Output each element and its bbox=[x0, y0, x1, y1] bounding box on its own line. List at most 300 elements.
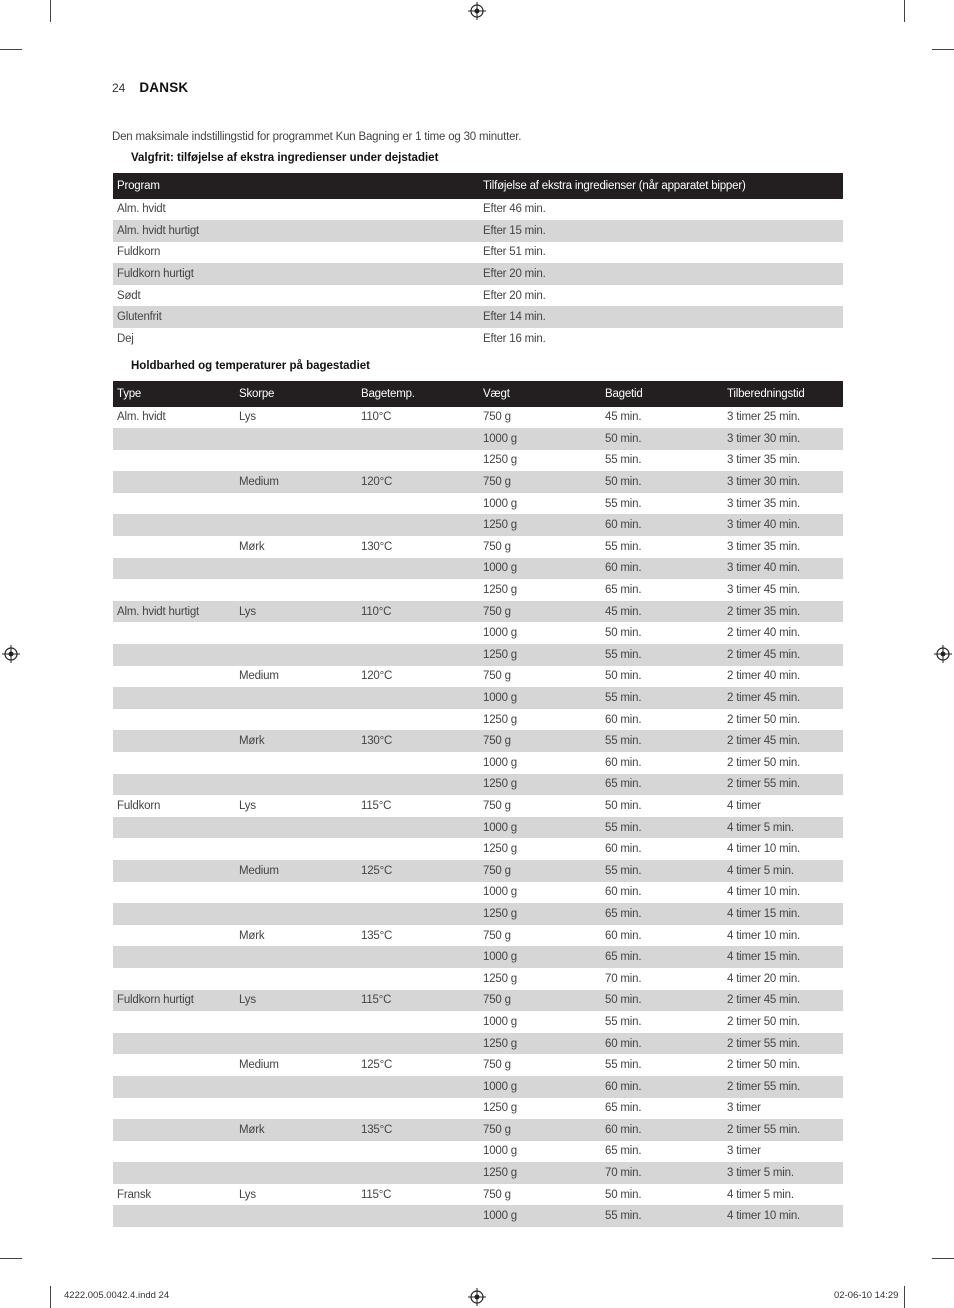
table-cell: 70 min. bbox=[601, 1162, 723, 1184]
table-cell: 1000 g bbox=[479, 428, 601, 450]
table-row bbox=[113, 946, 843, 968]
table-cell bbox=[113, 925, 235, 947]
table-cell: 55 min. bbox=[601, 817, 723, 839]
column-header: Tilberedningstid bbox=[723, 381, 843, 407]
table-cell: 4 timer 10 min. bbox=[727, 886, 801, 899]
table-cell: 4 timer 20 min. bbox=[727, 972, 801, 985]
table-cell bbox=[113, 817, 235, 839]
table-cell bbox=[235, 774, 357, 796]
table-cell: 65 min. bbox=[605, 584, 642, 597]
table-cell bbox=[235, 752, 357, 774]
table-row bbox=[113, 687, 843, 709]
table-cell bbox=[113, 838, 235, 860]
table-row bbox=[113, 968, 843, 990]
table-cell: 2 timer 45 min. bbox=[723, 990, 843, 1012]
table-cell: 4 timer 5 min. bbox=[723, 817, 843, 839]
table-cell: Fuldkorn hurtigt bbox=[113, 263, 479, 285]
table-cell: 60 min. bbox=[601, 1076, 723, 1098]
table-row bbox=[113, 752, 843, 774]
table-row bbox=[113, 1098, 843, 1120]
crop-mark bbox=[932, 1258, 954, 1259]
table-cell: 55 min. bbox=[605, 454, 642, 467]
table-row bbox=[113, 1033, 843, 1055]
table-cell: 125°C bbox=[357, 860, 479, 882]
crosshair-registration-icon bbox=[468, 1288, 486, 1306]
table-cell bbox=[357, 1162, 479, 1184]
table-cell bbox=[113, 752, 235, 774]
column-header: Tilføjelse af ekstra ingredienser (når apparatet bipper) bbox=[479, 173, 843, 199]
table-cell: 2 timer 40 min. bbox=[727, 627, 801, 640]
table-cell bbox=[357, 838, 479, 860]
crop-mark bbox=[904, 1286, 905, 1308]
table-cell bbox=[357, 1141, 479, 1163]
table-cell bbox=[357, 882, 479, 904]
table-cell: 1000 g bbox=[483, 1015, 517, 1028]
table-cell bbox=[113, 622, 235, 644]
table-cell: 1000 g bbox=[483, 756, 517, 769]
crop-mark bbox=[932, 49, 954, 50]
table-cell: 4 timer 5 min. bbox=[727, 1188, 794, 1201]
table-cell: 1250 g bbox=[479, 1162, 601, 1184]
table-cell: 50 min. bbox=[605, 670, 642, 683]
table-cell: 3 timer 25 min. bbox=[727, 411, 801, 424]
table-cell bbox=[357, 514, 479, 536]
table-cell: 70 min. bbox=[605, 972, 642, 985]
table-cell: Efter 15 min. bbox=[479, 220, 843, 242]
section-language: DANSK bbox=[139, 80, 189, 95]
table-cell bbox=[235, 558, 357, 580]
table-cell: 2 timer 55 min. bbox=[723, 774, 843, 796]
table-row bbox=[113, 838, 843, 860]
table-row bbox=[113, 407, 843, 429]
table-cell: 55 min. bbox=[605, 497, 642, 510]
table-cell: 55 min. bbox=[605, 1059, 642, 1072]
table-row bbox=[113, 1184, 843, 1206]
table-cell: 750 g bbox=[479, 990, 601, 1012]
table-cell: 3 timer 35 min. bbox=[727, 497, 801, 510]
table-row bbox=[113, 666, 843, 688]
table-row bbox=[113, 774, 843, 796]
crop-mark bbox=[0, 49, 22, 50]
table-cell bbox=[113, 1011, 235, 1033]
table-cell: 2 timer 40 min. bbox=[727, 670, 801, 683]
table-cell: 750 g bbox=[483, 540, 511, 553]
table-cell: 130°C bbox=[361, 540, 393, 553]
table-cell: Glutenfrit bbox=[113, 306, 479, 328]
table-row bbox=[113, 990, 843, 1012]
table-cell: 65 min. bbox=[601, 903, 723, 925]
table-cell: 55 min. bbox=[605, 1015, 642, 1028]
table-cell: Mørk bbox=[239, 540, 265, 553]
table-row bbox=[113, 1054, 843, 1076]
table-cell: 55 min. bbox=[601, 687, 723, 709]
table-cell: 55 min. bbox=[605, 540, 642, 553]
table-cell: 1250 g bbox=[479, 774, 601, 796]
table-cell: 1250 g bbox=[483, 454, 517, 467]
table-cell bbox=[113, 644, 235, 666]
table-cell: Fuldkorn bbox=[117, 246, 161, 259]
table-cell: Mørk bbox=[239, 929, 265, 942]
table-cell: 1000 g bbox=[479, 1076, 601, 1098]
table-row bbox=[113, 242, 843, 264]
table-cell: 50 min. bbox=[601, 990, 723, 1012]
table-cell: Alm. hvidt bbox=[117, 203, 166, 216]
table-cell: 60 min. bbox=[605, 713, 642, 726]
table-cell bbox=[113, 774, 235, 796]
table-cell bbox=[357, 903, 479, 925]
table-cell: 2 timer 50 min. bbox=[727, 1059, 801, 1072]
table-cell: 120°C bbox=[357, 471, 479, 493]
table-row bbox=[113, 1119, 843, 1141]
table-cell bbox=[113, 450, 235, 472]
table-cell: Efter 51 min. bbox=[483, 246, 546, 259]
table-cell: Lys bbox=[239, 799, 256, 812]
table-cell bbox=[113, 709, 235, 731]
table-cell: 1000 g bbox=[479, 1205, 601, 1227]
table-cell bbox=[357, 752, 479, 774]
baking-table bbox=[113, 381, 843, 1227]
table-cell: 750 g bbox=[479, 1119, 601, 1141]
table-row bbox=[113, 428, 843, 450]
table-cell bbox=[357, 1033, 479, 1055]
table-cell: 2 timer 45 min. bbox=[723, 644, 843, 666]
table-cell bbox=[113, 1076, 235, 1098]
table-cell: 4 timer 5 min. bbox=[723, 860, 843, 882]
table-cell bbox=[357, 428, 479, 450]
table-cell: 125°C bbox=[361, 1059, 393, 1072]
table-cell: 4 timer 15 min. bbox=[723, 946, 843, 968]
table-cell: 3 timer 5 min. bbox=[723, 1162, 843, 1184]
table-row bbox=[113, 882, 843, 904]
table-cell: 750 g bbox=[483, 799, 511, 812]
table-cell: 4 timer 15 min. bbox=[723, 903, 843, 925]
table-cell bbox=[235, 968, 357, 990]
table-cell: 1250 g bbox=[479, 1033, 601, 1055]
table-cell bbox=[113, 1054, 235, 1076]
ingredients-table bbox=[113, 173, 843, 350]
table-row bbox=[113, 860, 843, 882]
table-row bbox=[113, 285, 843, 307]
table-row bbox=[113, 471, 843, 493]
table-cell bbox=[113, 493, 235, 515]
table-cell bbox=[357, 1205, 479, 1227]
column-header: Skorpe bbox=[235, 381, 357, 407]
table-cell: 50 min. bbox=[601, 471, 723, 493]
table-cell bbox=[235, 1162, 357, 1184]
table-cell: 1250 g bbox=[483, 1102, 517, 1115]
table-cell: 1000 g bbox=[483, 1145, 517, 1158]
table-cell bbox=[357, 817, 479, 839]
table-cell: 750 g bbox=[479, 471, 601, 493]
table-cell bbox=[235, 903, 357, 925]
crosshair-registration-icon bbox=[468, 2, 486, 20]
table-cell bbox=[235, 1141, 357, 1163]
table-cell: Alm. hvidt hurtigt bbox=[113, 601, 235, 623]
table-cell: Alm. hvidt hurtigt bbox=[113, 220, 479, 242]
page-number: 24 bbox=[112, 81, 126, 95]
table-cell bbox=[113, 579, 235, 601]
table-cell: 750 g bbox=[483, 670, 511, 683]
table-cell: 3 timer 40 min. bbox=[723, 558, 843, 580]
table-row bbox=[113, 817, 843, 839]
table-cell bbox=[235, 946, 357, 968]
table-cell: 60 min. bbox=[605, 886, 642, 899]
crop-mark bbox=[904, 0, 905, 22]
table-cell bbox=[235, 579, 357, 601]
column-header: Bagetemp. bbox=[357, 381, 479, 407]
table-cell: 2 timer 50 min. bbox=[727, 713, 801, 726]
table-row bbox=[113, 622, 843, 644]
table-cell: 3 timer 30 min. bbox=[723, 428, 843, 450]
table-cell: Mørk bbox=[235, 730, 357, 752]
table-cell: Efter 20 min. bbox=[483, 289, 546, 302]
table-cell bbox=[113, 666, 235, 688]
table-row bbox=[113, 709, 843, 731]
table-row bbox=[113, 1076, 843, 1098]
table-cell: Mørk bbox=[235, 1119, 357, 1141]
table-cell bbox=[235, 1033, 357, 1055]
table-cell bbox=[113, 428, 235, 450]
table-cell: 60 min. bbox=[601, 1033, 723, 1055]
table-cell: Efter 14 min. bbox=[479, 306, 843, 328]
table-cell bbox=[235, 1205, 357, 1227]
table-cell: 1250 g bbox=[479, 644, 601, 666]
table-cell: 3 timer bbox=[727, 1145, 761, 1158]
table-cell: Fuldkorn hurtigt bbox=[113, 990, 235, 1012]
table-cell: 750 g bbox=[483, 929, 511, 942]
table-cell: 65 min. bbox=[605, 1102, 642, 1115]
table-cell: 1000 g bbox=[483, 627, 517, 640]
table-cell: Medium bbox=[235, 471, 357, 493]
table-cell: 110°C bbox=[361, 411, 392, 424]
table-cell: 50 min. bbox=[605, 799, 642, 812]
table-cell: 65 min. bbox=[601, 774, 723, 796]
table-cell bbox=[357, 709, 479, 731]
table-cell bbox=[235, 514, 357, 536]
table-cell: 1000 g bbox=[479, 687, 601, 709]
table-cell: 2 timer 50 min. bbox=[727, 756, 801, 769]
table-cell: 3 timer 35 min. bbox=[727, 540, 801, 553]
table-cell: 3 timer bbox=[727, 1102, 761, 1115]
crop-mark bbox=[50, 0, 51, 22]
table-cell: 1250 g bbox=[483, 972, 517, 985]
table-cell bbox=[235, 644, 357, 666]
table-cell bbox=[235, 709, 357, 731]
table-cell bbox=[113, 1098, 235, 1120]
table-cell: 65 min. bbox=[605, 1145, 642, 1158]
table-cell bbox=[113, 1141, 235, 1163]
table-cell: 2 timer 45 min. bbox=[723, 730, 843, 752]
table-cell: Dej bbox=[117, 332, 134, 345]
table-cell: 3 timer 40 min. bbox=[723, 514, 843, 536]
table-cell bbox=[113, 903, 235, 925]
table-cell: 65 min. bbox=[601, 946, 723, 968]
table-cell bbox=[113, 471, 235, 493]
table-cell: 4 timer bbox=[727, 799, 761, 812]
table-cell: 60 min. bbox=[605, 843, 642, 856]
table-cell bbox=[357, 1076, 479, 1098]
table-cell bbox=[357, 450, 479, 472]
table-row bbox=[113, 514, 843, 536]
table-cell: Lys bbox=[235, 990, 357, 1012]
table-cell: 50 min. bbox=[601, 428, 723, 450]
crop-mark bbox=[0, 1258, 22, 1259]
table-cell bbox=[235, 622, 357, 644]
table-row bbox=[113, 644, 843, 666]
table-cell: 1000 g bbox=[483, 886, 517, 899]
table-row bbox=[113, 1162, 843, 1184]
table-cell: 3 timer 35 min. bbox=[727, 454, 801, 467]
table-cell bbox=[235, 1098, 357, 1120]
table-cell: 1000 g bbox=[479, 817, 601, 839]
table-cell bbox=[357, 774, 479, 796]
intro-text: Den maksimale indstillingstid for programmet Kun Bagning er 1 time og 30 minutter. bbox=[112, 131, 522, 143]
table-cell bbox=[113, 882, 235, 904]
column-header: Vægt bbox=[479, 381, 601, 407]
table-cell: 750 g bbox=[479, 730, 601, 752]
table-row bbox=[113, 925, 843, 947]
column-header: Type bbox=[113, 381, 235, 407]
table1-heading: Valgfrit: tilføjelse af ekstra ingredienser under dejstadiet bbox=[131, 152, 439, 164]
table-cell: 120°C bbox=[361, 670, 393, 683]
table-cell: Fransk bbox=[117, 1188, 151, 1201]
table-cell: 1250 g bbox=[483, 584, 517, 597]
table-cell: 115°C bbox=[361, 799, 392, 812]
table-cell: 2 timer 55 min. bbox=[723, 1076, 843, 1098]
table2-heading: Holdbarhed og temperaturer på bagestadiet bbox=[131, 360, 370, 372]
table-row bbox=[113, 1205, 843, 1227]
table-cell: Efter 20 min. bbox=[479, 263, 843, 285]
table-cell: 750 g bbox=[483, 1188, 511, 1201]
table-cell: 1000 g bbox=[479, 946, 601, 968]
table-cell bbox=[235, 450, 357, 472]
table-cell bbox=[235, 1011, 357, 1033]
table-cell: 2 timer 45 min. bbox=[723, 687, 843, 709]
table-cell bbox=[113, 514, 235, 536]
table-cell: 1250 g bbox=[483, 713, 517, 726]
table-cell: 45 min. bbox=[605, 411, 642, 424]
column-header: Program bbox=[113, 173, 479, 199]
table-cell bbox=[113, 1205, 235, 1227]
table-cell: 750 g bbox=[479, 601, 601, 623]
table-cell: 3 timer 45 min. bbox=[727, 584, 801, 597]
table-row bbox=[113, 199, 843, 221]
page-header bbox=[112, 80, 188, 98]
table-cell: 50 min. bbox=[605, 1188, 642, 1201]
table-cell bbox=[113, 860, 235, 882]
table-row bbox=[113, 601, 843, 623]
table-row bbox=[113, 1141, 843, 1163]
table-cell: 110°C bbox=[357, 601, 479, 623]
table-cell bbox=[357, 644, 479, 666]
table-cell: Lys bbox=[239, 1188, 256, 1201]
table-row bbox=[113, 903, 843, 925]
table-row bbox=[113, 1011, 843, 1033]
table-cell: 50 min. bbox=[605, 627, 642, 640]
table-cell bbox=[113, 968, 235, 990]
table-row bbox=[113, 450, 843, 472]
table-cell: 750 g bbox=[483, 411, 511, 424]
table-cell bbox=[357, 579, 479, 601]
table-row bbox=[113, 220, 843, 242]
table-cell: 135°C bbox=[357, 1119, 479, 1141]
table-cell: 2 timer 50 min. bbox=[727, 1015, 801, 1028]
table-cell: 4 timer 10 min. bbox=[727, 843, 801, 856]
footer-file-info: 4222.005.0042.4.indd 24 bbox=[64, 1290, 170, 1301]
table-cell bbox=[235, 817, 357, 839]
table-cell: 55 min. bbox=[601, 730, 723, 752]
table-row bbox=[113, 579, 843, 601]
table-cell: 750 g bbox=[479, 860, 601, 882]
table-row bbox=[113, 306, 843, 328]
table-cell: 55 min. bbox=[601, 860, 723, 882]
table-cell bbox=[113, 1162, 235, 1184]
table-header-row bbox=[113, 173, 843, 199]
table-cell bbox=[235, 838, 357, 860]
table-row bbox=[113, 795, 843, 817]
column-header: Bagetid bbox=[601, 381, 723, 407]
table-cell bbox=[357, 558, 479, 580]
table-cell bbox=[235, 882, 357, 904]
table-cell bbox=[357, 1011, 479, 1033]
table-cell bbox=[113, 946, 235, 968]
table-cell: Fuldkorn bbox=[117, 799, 161, 812]
table-cell: 60 min. bbox=[605, 929, 642, 942]
table-cell: 1000 g bbox=[483, 497, 517, 510]
table-cell: 2 timer 35 min. bbox=[723, 601, 843, 623]
table-cell: Efter 16 min. bbox=[483, 332, 546, 345]
table-cell: 55 min. bbox=[601, 644, 723, 666]
table-cell bbox=[357, 622, 479, 644]
crop-mark bbox=[50, 1286, 51, 1308]
footer-timestamp: 02-06-10 14:29 bbox=[834, 1290, 899, 1301]
table-cell: 60 min. bbox=[605, 756, 642, 769]
table-cell bbox=[235, 493, 357, 515]
table-cell bbox=[357, 687, 479, 709]
table-cell: 45 min. bbox=[601, 601, 723, 623]
table-cell: 2 timer 55 min. bbox=[723, 1119, 843, 1141]
table-cell: 115°C bbox=[361, 1188, 392, 1201]
table-cell bbox=[357, 946, 479, 968]
table-cell bbox=[113, 730, 235, 752]
table-cell: 4 timer 10 min. bbox=[723, 1205, 843, 1227]
crosshair-registration-icon bbox=[934, 645, 952, 663]
table-cell bbox=[113, 1119, 235, 1141]
table-cell: 2 timer 55 min. bbox=[723, 1033, 843, 1055]
table-cell: Sødt bbox=[117, 289, 141, 302]
table-cell: Medium bbox=[239, 1059, 279, 1072]
table-row bbox=[113, 536, 843, 558]
table-cell bbox=[235, 687, 357, 709]
table-cell: 135°C bbox=[361, 929, 393, 942]
table-cell: 3 timer 30 min. bbox=[723, 471, 843, 493]
table-cell: 60 min. bbox=[601, 514, 723, 536]
table-cell: Alm. hvidt bbox=[117, 411, 166, 424]
table-header-row bbox=[113, 381, 843, 407]
table-cell bbox=[357, 1098, 479, 1120]
table-cell bbox=[113, 687, 235, 709]
table-cell: 55 min. bbox=[601, 1205, 723, 1227]
table-cell bbox=[113, 558, 235, 580]
table-cell: 1250 g bbox=[479, 514, 601, 536]
table-cell: 115°C bbox=[357, 990, 479, 1012]
table-cell: Lys bbox=[235, 601, 357, 623]
table-cell: 130°C bbox=[357, 730, 479, 752]
table-row bbox=[113, 730, 843, 752]
table-cell: 750 g bbox=[483, 1059, 511, 1072]
table-cell bbox=[113, 1033, 235, 1055]
table-cell: 60 min. bbox=[601, 558, 723, 580]
